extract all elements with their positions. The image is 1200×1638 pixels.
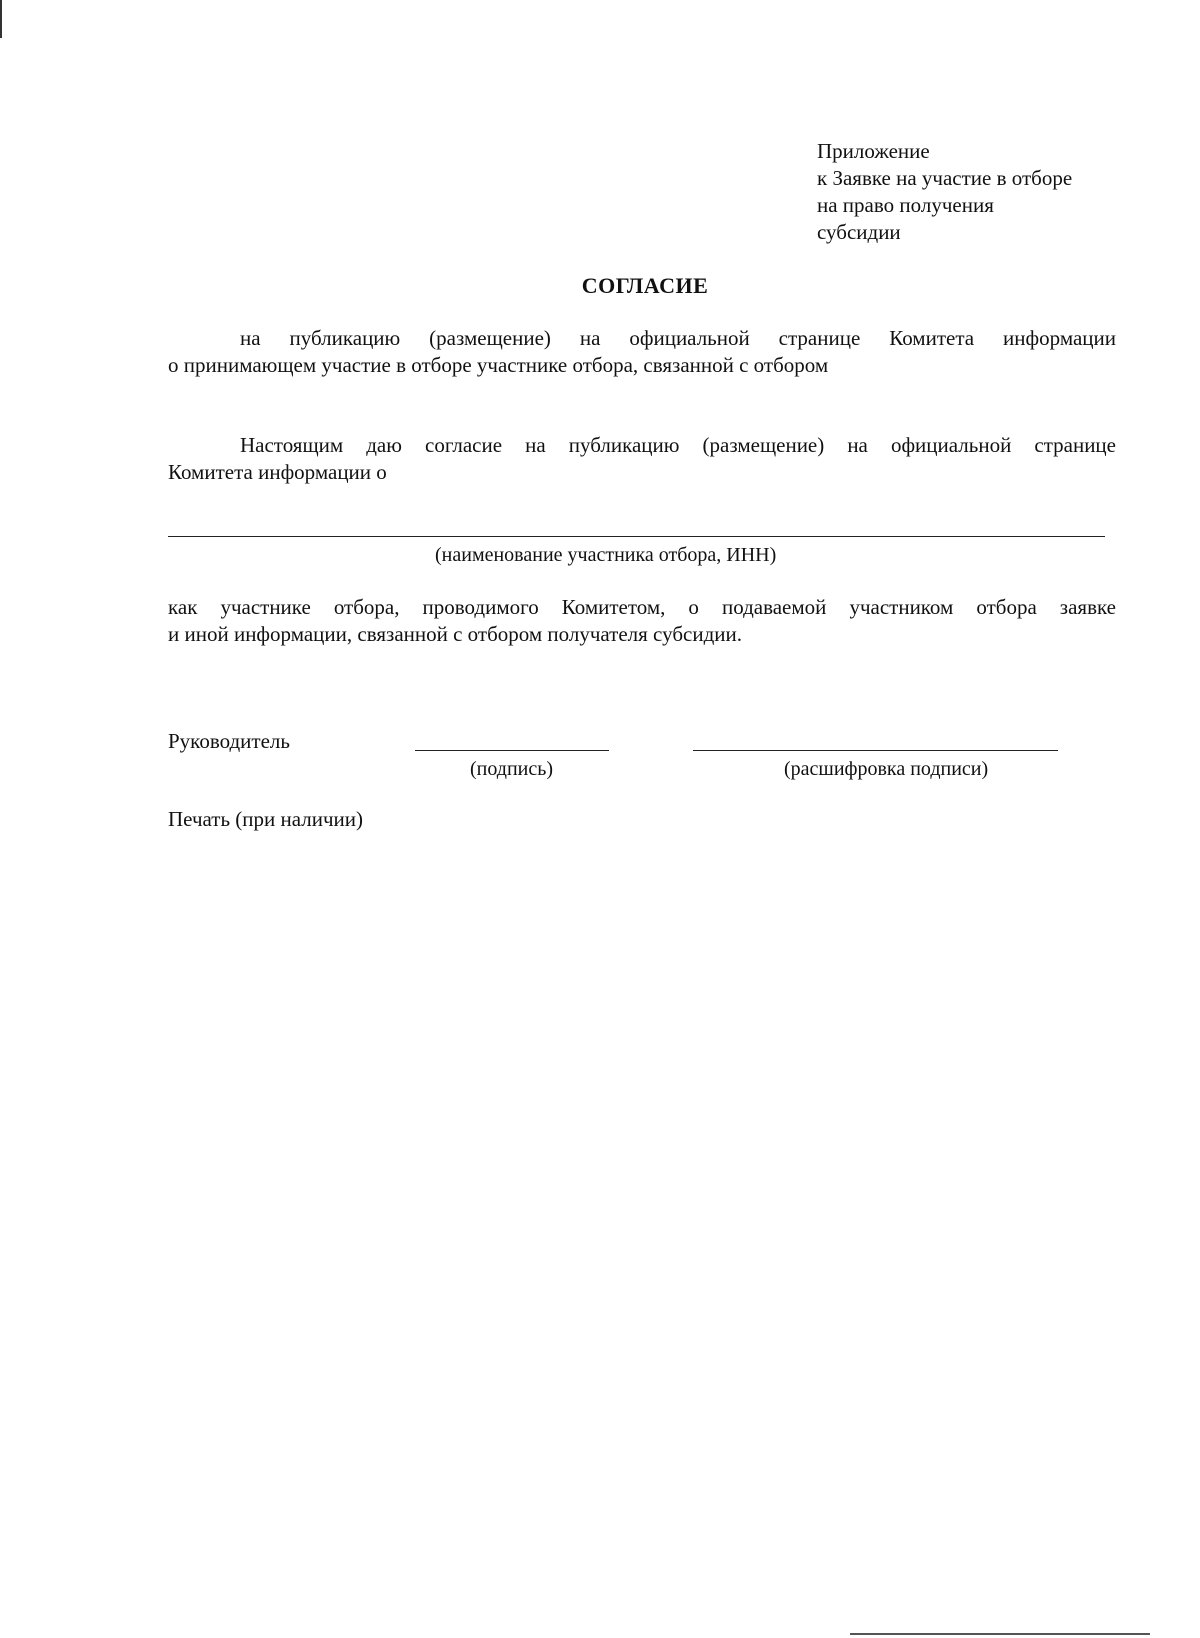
appendix-block (817, 138, 1157, 246)
leader-label: Руководитель (168, 729, 290, 753)
paragraph-line: как участнике отбора, проводимого Комитетом, о подаваемой участником отбора заявке (168, 595, 1116, 619)
signature-decode-caption: (расшифровка подписи) (784, 758, 989, 780)
participant-name-caption: (наименование участника отбора, ИНН) (435, 544, 777, 566)
signature-caption: (подпись) (470, 758, 554, 780)
paragraph-line: Настоящим даю согласие на публикацию (размещение) на официальной странице (240, 433, 1116, 457)
appendix-line: Приложение (817, 139, 930, 163)
consent-paragraph (168, 432, 1116, 486)
signature-field-line (415, 750, 609, 751)
document-subtitle (168, 325, 1116, 379)
scan-edge-mark (0, 0, 2, 38)
paragraph-line: Комитета информации о (168, 460, 387, 484)
subtitle-line: о принимающем участие в отборе участнике отбора, связанной с отбором (168, 353, 829, 377)
document-title: СОГЛАСИЕ (581, 273, 709, 298)
seal-label: Печать (при наличии) (168, 807, 364, 831)
scan-edge-mark (850, 1633, 1150, 1635)
participant-name-field-line (168, 536, 1105, 537)
subtitle-line: на публикацию (размещение) на официальной странице Комитета информации (240, 326, 1116, 350)
appendix-line: к Заявке на участие в отборе (817, 166, 1073, 190)
paragraph-line: и иной информации, связанной с отбором получателя субсидии. (168, 622, 742, 646)
participant-paragraph (168, 594, 1116, 648)
appendix-line: субсидии (817, 220, 901, 244)
signature-decode-field-line (693, 750, 1058, 751)
appendix-line: на право получения (817, 193, 994, 217)
